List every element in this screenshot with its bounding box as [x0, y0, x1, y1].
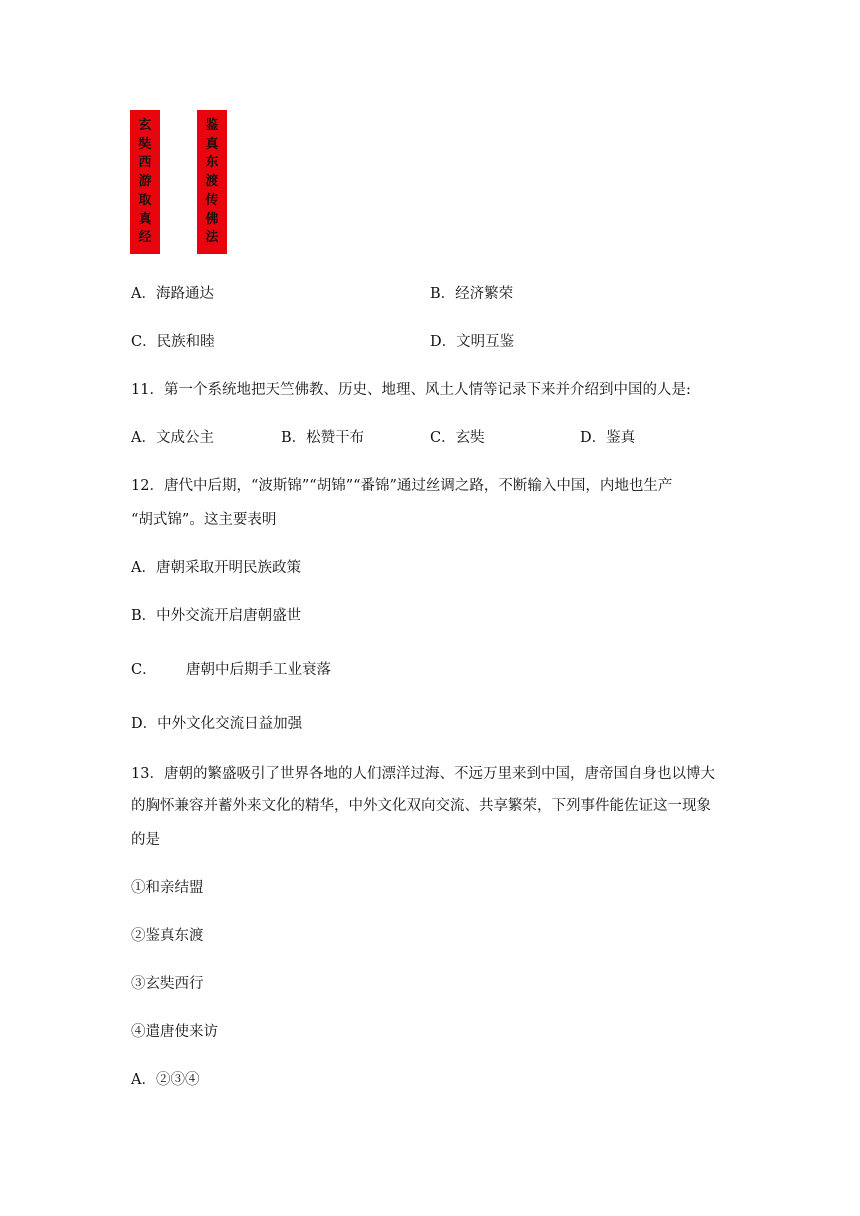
q12-option-a: A．唐朝采取开明民族政策 [131, 560, 301, 576]
banner-char: 鉴 [205, 117, 219, 133]
q11-option-a: A．文成公主 [131, 430, 214, 446]
q13-stem-line3: 的是 [131, 832, 160, 848]
banner-char: 渡 [205, 174, 219, 189]
banner-char: 传 [205, 192, 219, 208]
banner-char: 奘 [138, 136, 152, 152]
q11-option-b: B．松赞干布 [281, 430, 365, 446]
q13-item-4: ④遣唐使来访 [131, 1024, 218, 1040]
q10-option-a: A．海路通达 [131, 286, 214, 302]
banner-char: 东 [205, 155, 219, 171]
q11-stem: 11．第一个系统地把天竺佛教、历史、地理、风土人情等记录下来并介绍到中国的人是: [131, 382, 691, 398]
banner-xuanzang [130, 110, 160, 254]
q13-stem-line2: 的胸怀兼容并蓄外来文化的精华，中外文化双向交流、共享繁荣，下列事件能佐证这一现象 [131, 798, 711, 814]
banner-char: 西 [138, 155, 152, 171]
q10-option-d: D．文明互鉴 [430, 334, 515, 350]
q12-stem-line1: 12．唐代中后期，“波斯锦”“胡锦”“番锦”通过丝调之路，不断输入中国，内地也生产 [131, 478, 673, 494]
q12-option-c-label: C． [131, 662, 157, 678]
q10-option-b: B．经济繁荣 [430, 286, 514, 302]
banner-char: 游 [138, 174, 152, 189]
banner-jianzhen [197, 110, 227, 254]
banner-char: 真 [205, 136, 219, 152]
q11-option-c: C．玄奘 [430, 430, 485, 446]
q11-option-d: D．鉴真 [580, 430, 636, 446]
banner-char: 法 [205, 230, 219, 246]
banner-char: 经 [138, 230, 152, 246]
q13-item-1: ①和亲结盟 [131, 880, 204, 896]
q12-option-d: D．中外文化交流日益加强 [131, 716, 303, 732]
q13-item-2: ②鉴真东渡 [131, 928, 204, 944]
q13-stem-line1: 13．唐朝的繁盛吸引了世界各地的人们漂洋过海、不远万里来到中国，唐帝国自身也以博大 [131, 766, 715, 782]
banner-char: 佛 [205, 211, 219, 227]
banner-char: 取 [138, 192, 152, 208]
q12-stem-line2: “胡式锦”。这主要表明 [131, 512, 277, 528]
banner-char: 玄 [138, 117, 152, 133]
q13-item-3: ③玄奘西行 [131, 976, 204, 992]
q12-option-b: B．中外交流开启唐朝盛世 [131, 608, 302, 624]
q12-option-c-text: 唐朝中后期手工业衰落 [186, 662, 331, 678]
q10-option-c: C．民族和睦 [131, 334, 215, 350]
q13-option-a: A．②③④ [131, 1072, 200, 1088]
banner-char: 真 [138, 211, 152, 227]
